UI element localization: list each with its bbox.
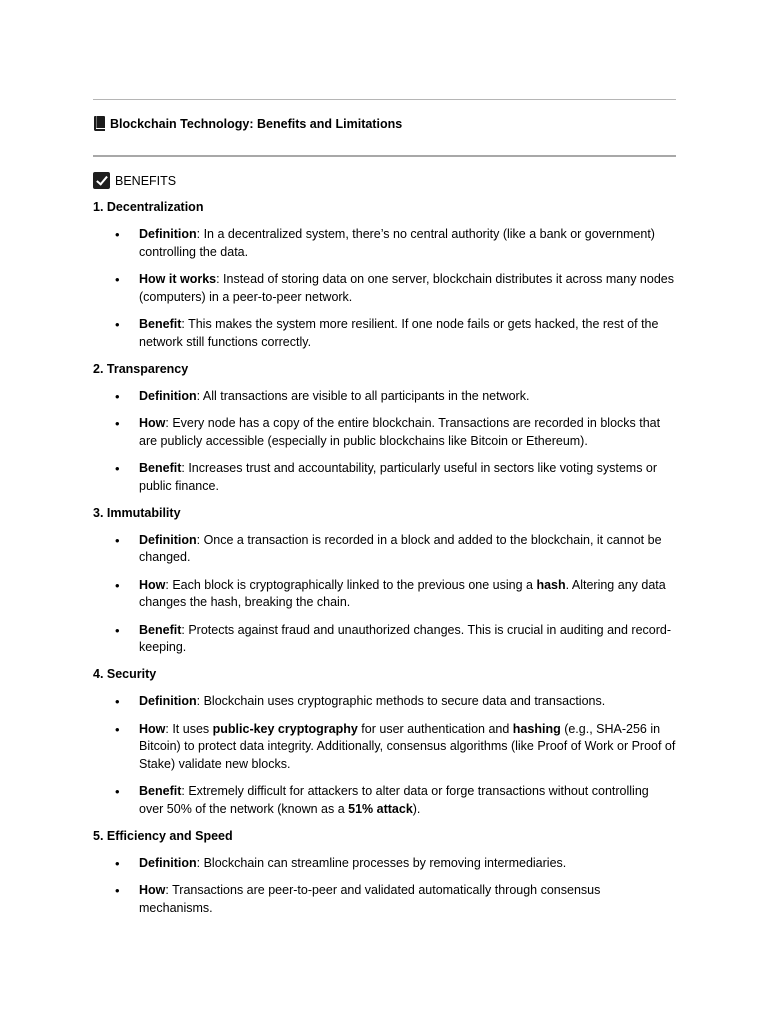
list-item <box>93 460 676 495</box>
bold-term: How <box>139 577 166 592</box>
bullet-text: : It uses <box>165 721 213 736</box>
bullet-text: : This makes the system more resilient. If one node fails or gets hacked, the rest of the network still functions correctly. <box>139 317 659 349</box>
benefit-heading: 4. Security <box>93 667 157 681</box>
bold-term: Definition <box>139 855 197 870</box>
bullet-text: : Blockchain can streamline processes by removing intermediaries. <box>196 855 567 870</box>
bold-term: Benefit <box>139 461 182 475</box>
bullet-text: : Protects against fraud and unauthorized changes. This is crucial in auditing and record-keeping. <box>139 622 672 654</box>
benefits-section-heading <box>93 172 176 189</box>
bullet-text: : Increases trust and accountability, particularly useful in sectors like voting systems or public finance. <box>139 461 658 493</box>
bold-term: How <box>139 416 166 430</box>
list-item <box>93 783 676 818</box>
bold-term: public-key cryptography <box>212 721 358 736</box>
bold-term: Definition <box>139 388 197 403</box>
bold-term: How <box>139 721 166 736</box>
bold-term: Definition <box>139 532 197 547</box>
list-item <box>93 721 676 774</box>
bullet-text: for user authentication and <box>357 721 513 736</box>
bullet-text: : In a decentralized system, there’s no central authority (like a bank or government) controlling the data. <box>139 227 655 259</box>
bullet-text: : Extremely difficult for attackers to alter data or forge transactions without controlling over 50% of the network (known as a <box>139 784 649 816</box>
bold-term: Definition <box>139 694 197 708</box>
bullet-list <box>93 693 676 818</box>
bullet-text: : Transactions are peer-to-peer and validated automatically through consensus mechanisms. <box>139 883 601 915</box>
bullet-text: : Instead of storing data on one server, blockchain distributes it across many nodes (computers) in a peer-to-peer network. <box>139 272 674 304</box>
bold-term: Benefit <box>139 622 182 637</box>
bullet-list <box>93 388 676 496</box>
list-item <box>93 226 676 261</box>
top-divider <box>93 99 676 100</box>
bullet-text: : All transactions are visible to all participants in the network. <box>196 388 530 403</box>
list-item <box>93 316 676 351</box>
bold-term: Benefit <box>139 784 182 798</box>
benefits-content <box>93 199 676 927</box>
list-item <box>93 882 676 917</box>
list-item <box>93 388 676 406</box>
bullet-list <box>93 855 676 918</box>
bullet-text: ). <box>412 801 421 816</box>
bold-term: How it works <box>139 272 217 286</box>
bold-term: hashing <box>512 721 561 736</box>
check-mark-icon <box>93 172 110 189</box>
section-label: BENEFITS <box>115 173 177 188</box>
bullet-text: : Every node has a copy of the entire blockchain. Transactions are recorded in blocks that are publicly accessible (especially in public blockchains like Bitcoin or Ethereum). <box>139 416 661 448</box>
benefit-heading: 5. Efficiency and Speed <box>93 828 233 843</box>
bold-term: hash <box>536 577 566 592</box>
bullet-text: : Blockchain uses cryptographic methods to secure data and transactions. <box>196 694 606 708</box>
bullet-text: : Once a transaction is recorded in a block and added to the blockchain, it cannot be changed. <box>139 532 662 564</box>
list-item <box>93 622 676 657</box>
document-title-row <box>93 116 402 131</box>
bullet-list <box>93 226 676 351</box>
bullet-text: . Altering any data changes the hash, breaking the chain. <box>139 577 666 609</box>
bold-term: How <box>139 883 166 897</box>
bullet-list <box>93 532 676 657</box>
list-item <box>93 415 676 450</box>
bold-term: Definition <box>139 227 197 241</box>
bullet-text: : Each block is cryptographically linked to the previous one using a <box>165 577 537 592</box>
list-item <box>93 855 676 873</box>
bullet-text: (e.g., SHA-256 in Bitcoin) to protect data integrity. Additionally, consensus algorithms (like Proof of Work or Proof of Stake) validate new blocks. <box>139 721 676 771</box>
bold-term: 51% attack <box>348 801 413 816</box>
benefit-heading: 3. Immutability <box>93 505 181 520</box>
list-item <box>93 532 676 567</box>
list-item <box>93 577 676 612</box>
benefit-heading: 1. Decentralization <box>93 200 204 214</box>
book-icon <box>93 116 106 131</box>
list-item <box>93 693 676 711</box>
list-item <box>93 271 676 306</box>
title-divider <box>93 155 676 157</box>
bold-term: Benefit <box>139 317 182 331</box>
document-title: Blockchain Technology: Benefits and Limitations <box>110 116 403 131</box>
benefit-heading: 2. Transparency <box>93 361 189 376</box>
